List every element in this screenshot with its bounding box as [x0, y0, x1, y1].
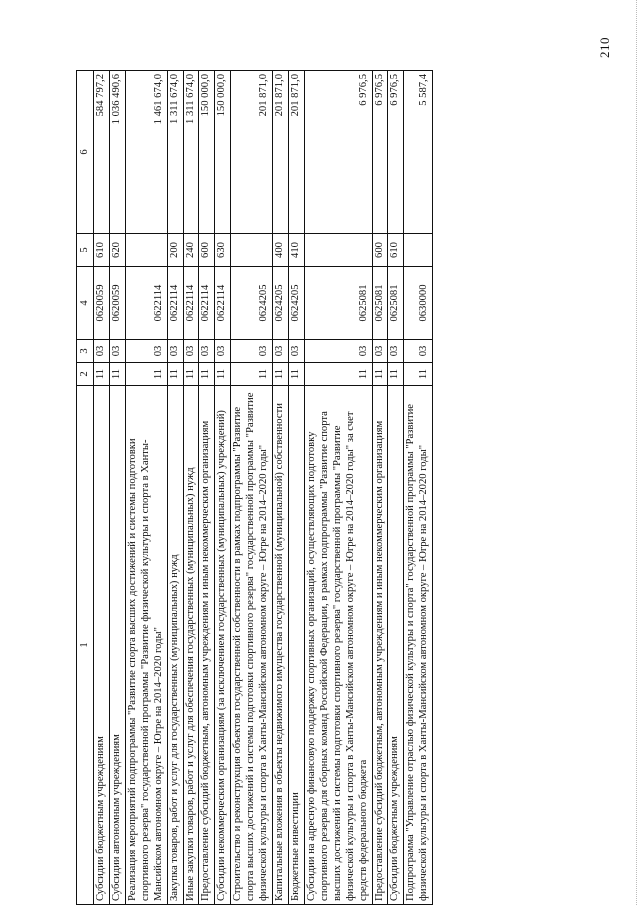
row-name-cell: Субсидии бюджетным учреждениям [94, 386, 110, 905]
section-code-cell: 11 [288, 363, 304, 386]
row-name-cell: Бюджетные инвестиции [288, 386, 304, 905]
target-item-cell: 0622114 [183, 267, 199, 340]
table-row [94, 71, 110, 905]
target-item-cell: 0624205 [288, 267, 304, 340]
subsection-code-cell: 03 [183, 340, 199, 363]
header-cell: 1 [77, 386, 94, 905]
section-code-cell: 11 [388, 363, 404, 386]
expense-type-cell: 400 [273, 234, 289, 267]
table-row [215, 71, 231, 905]
section-code-cell: 11 [183, 363, 199, 386]
table-row [288, 71, 304, 905]
table-row [372, 71, 388, 905]
binding-edge [636, 0, 637, 905]
amount-cell: 6 976,5 [304, 71, 372, 234]
row-name-cell: Предоставление субсидий бюджетным, автономным учреждениям и иным некоммерческим организациям [199, 386, 215, 905]
table-row [304, 71, 372, 905]
subsection-code-cell: 03 [404, 340, 433, 363]
expense-type-cell: 610 [388, 234, 404, 267]
amount-cell: 150 000,0 [215, 71, 231, 234]
row-name-cell: Субсидии некоммерческим организациям (за исключением государственных (муниципальных) учреждений) [215, 386, 231, 905]
amount-cell: 584 797,2 [94, 71, 110, 234]
amount-cell: 201 871,0 [288, 71, 304, 234]
target-item-cell: 0620059 [109, 267, 125, 340]
section-code-cell: 11 [94, 363, 110, 386]
expense-type-cell: 610 [94, 234, 110, 267]
page-number: 210 [597, 37, 612, 58]
subsection-code-cell: 03 [215, 340, 231, 363]
section-code-cell: 11 [404, 363, 433, 386]
subsection-code-cell: 03 [94, 340, 110, 363]
subsection-code-cell: 03 [199, 340, 215, 363]
expense-type-cell [404, 234, 433, 267]
target-item-cell: 0624205 [231, 267, 273, 340]
target-item-cell: 0622114 [199, 267, 215, 340]
subsection-code-cell: 03 [109, 340, 125, 363]
target-item-cell: 0630000 [404, 267, 433, 340]
header-cell: 4 [77, 267, 94, 340]
table-row [109, 71, 125, 905]
section-code-cell: 11 [372, 363, 388, 386]
expense-type-cell: 620 [109, 234, 125, 267]
amount-cell: 201 871,0 [231, 71, 273, 234]
subsection-code-cell: 03 [167, 340, 183, 363]
amount-cell: 1 461 674,0 [125, 71, 167, 234]
row-name-cell: Реализация мероприятий подпрограммы "Развитие спорта высших достижений и системы подготовки спортивного резерва" государственной программы "Развитие физической культуры и спорта в Ханты-Мансийском автономном округе – Югре на 2014–2020 годы" [125, 386, 167, 905]
table-row [167, 71, 183, 905]
row-name-cell: Субсидии бюджетным учреждениям [388, 386, 404, 905]
target-item-cell: 0625081 [304, 267, 372, 340]
table-row [273, 71, 289, 905]
target-item-cell: 0620059 [94, 267, 110, 340]
section-code-cell: 11 [125, 363, 167, 386]
target-item-cell: 0624205 [273, 267, 289, 340]
amount-cell: 1 311 674,0 [183, 71, 199, 234]
amount-cell: 6 976,5 [372, 71, 388, 234]
header-cell: 6 [77, 71, 94, 234]
expense-type-cell: 630 [215, 234, 231, 267]
target-item-cell: 0622114 [167, 267, 183, 340]
section-code-cell: 11 [167, 363, 183, 386]
expense-type-cell [231, 234, 273, 267]
expense-type-cell: 240 [183, 234, 199, 267]
row-name-cell: Закупка товаров, работ и услуг для государственных (муниципальных) нужд [167, 386, 183, 905]
amount-cell: 6 976,5 [388, 71, 404, 234]
header-cell: 3 [77, 340, 94, 363]
table-row [125, 71, 167, 905]
rotated-page [76, 71, 620, 905]
section-code-cell: 11 [231, 363, 273, 386]
header-cell: 2 [77, 363, 94, 386]
header-cell: 5 [77, 234, 94, 267]
amount-cell: 1 311 674,0 [167, 71, 183, 234]
amount-cell: 150 000,0 [199, 71, 215, 234]
expense-type-cell: 600 [199, 234, 215, 267]
amount-cell: 5 587,4 [404, 71, 433, 234]
subsection-code-cell: 03 [231, 340, 273, 363]
expense-type-cell: 410 [288, 234, 304, 267]
budget-table [76, 70, 433, 905]
table-row [404, 71, 433, 905]
row-name-cell: Строительство и реконструкция объектов государственной собственности в рамках подпрограммы "Развитие спорта высших достижений и системы подготовки спортивного резерва" государственной программы "Развитие физической культуры и спорта в Ханты-Мансийском автономном округе – Югре на 2014–2020 годы" [231, 386, 273, 905]
subsection-code-cell: 03 [388, 340, 404, 363]
table-row [231, 71, 273, 905]
section-code-cell: 11 [304, 363, 372, 386]
target-item-cell: 0625081 [372, 267, 388, 340]
row-name-cell: Субсидии на адресную финансовую поддержку спортивных организаций, осуществляющих подготовку спортивного резерва для сборных команд Российской Федерации, в рамках подпрограммы "Развитие спорта высших достижений и системы подготовки спортивного резерва" государственной программы "Развитие физической культуры и спорта в Ханты-Мансийском автономном округе – Югре на 2014–2020 годы" за счет средств федерального бюджета [304, 386, 372, 905]
subsection-code-cell: 03 [273, 340, 289, 363]
amount-cell: 1 036 490,6 [109, 71, 125, 234]
subsection-code-cell: 03 [372, 340, 388, 363]
expense-type-cell: 200 [167, 234, 183, 267]
header-row [77, 71, 94, 905]
row-name-cell: Предоставление субсидий бюджетным, автономным учреждениям и иным некоммерческим организациям [372, 386, 388, 905]
amount-cell: 201 871,0 [273, 71, 289, 234]
section-code-cell: 11 [109, 363, 125, 386]
table-row [183, 71, 199, 905]
expense-type-cell [125, 234, 167, 267]
table-row [388, 71, 404, 905]
table-row [199, 71, 215, 905]
row-name-cell: Иные закупки товаров, работ и услуг для обеспечения государственных (муниципальных) нужд [183, 386, 199, 905]
target-item-cell: 0625081 [388, 267, 404, 340]
row-name-cell: Субсидии автономным учреждениям [109, 386, 125, 905]
expense-type-cell: 600 [372, 234, 388, 267]
subsection-code-cell: 03 [125, 340, 167, 363]
row-name-cell: Подпрограмма "Управление отраслью физической культуры и спорта" государственной программы "Развитие физической культуры и спорта в Ханты-Мансийском автономном округе – Югре на 2014–2020 годы" [404, 386, 433, 905]
row-name-cell: Капитальные вложения в объекты недвижимого имущества государственной (муниципальной) собственности [273, 386, 289, 905]
subsection-code-cell: 03 [304, 340, 372, 363]
section-code-cell: 11 [199, 363, 215, 386]
subsection-code-cell: 03 [288, 340, 304, 363]
section-code-cell: 11 [273, 363, 289, 386]
section-code-cell: 11 [215, 363, 231, 386]
target-item-cell: 0622114 [125, 267, 167, 340]
expense-type-cell [304, 234, 372, 267]
target-item-cell: 0622114 [215, 267, 231, 340]
